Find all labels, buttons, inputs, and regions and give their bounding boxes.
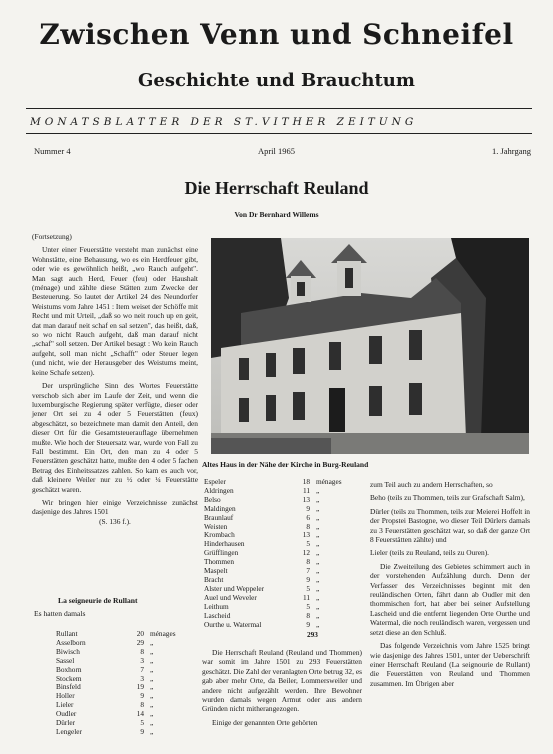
paragraph: Beho (teils zu Thommen, teils zur Grafschaft Salm), [370,493,525,503]
masthead-subtitle: Geschichte und Brauchtum [138,70,415,91]
household-count: 3 [140,655,144,665]
section-intro: Es hatten damals [34,609,86,618]
masthead-rule-bottom [26,133,532,134]
article-column-2 [202,648,362,731]
unit-label: „ [316,601,320,611]
place-name: Sassel [56,655,75,665]
paragraph: zum Teil auch zu andern Herrschaften, so [370,480,493,489]
unit-label: ménages [150,629,176,638]
paragraph: (Fortsetzung) [32,232,72,241]
list-row [204,487,356,496]
unit-label: „ [316,557,320,567]
paragraph: Unter einer Feuerstätte versteht man zunächst eine Wohnstätte, eine Behausung, wo es ein Herdfeuer gibt, oder wie es gewöhnlich heißt, „wo Rauch aufgeht". Man sagt auch Herd, Feuer (feu) oder Haushalt (ménage) und zählte diese Stätten zum Zwecke der Besteuerung. So lautet der Artikel 24 des Neundorfer Weistums vom Jahre 1451 : Item weiset der Schöffe mit Recht und mit Urteil, „daß so wo neit rouch up en geit, dat man darauf neit schaf en sal setzen", das heißt, daß, so wo nicht Rauch aufgeht, daß man darauf nicht „schaf" soll setzen. Der Artikel besagt : Wo kein Rauch aufgeht, soll man nicht „Schafft" oder Steuer legen (und nicht, wie der Herausgeber des Weistums meint, keine Schafe setzen). [32,245,198,377]
household-count: 8 [306,610,310,620]
unit-label: „ [150,718,154,728]
household-count: 8 [306,521,310,531]
unit-label: „ [316,583,320,593]
place-name: Lengeler [56,726,82,736]
unit-label: „ [150,646,154,656]
issue-number: Nummer 4 [34,146,71,156]
list-row [56,701,190,710]
household-count: 9 [306,503,310,513]
masthead-title: Zwischen Venn und Schneifel [39,18,514,51]
masthead-tagline: MONATSBLATTER DER ST.VITHER ZEITUNG [30,116,418,128]
household-count: 6 [306,512,310,522]
photo-caption: Altes Haus in der Nähe der Kirche in Burg-Reuland [202,460,369,469]
place-name: Espeler [204,477,226,486]
place-name: Maspelt [204,566,228,576]
place-name: Oudler [56,709,77,719]
household-count: 7 [306,566,310,576]
paragraph: Der ursprüngliche Sinn des Wortes Feuerstätte verschob sich aber im Laufe der Zeit, und wenn die luxemburgische Regierung später verfügte, dieser oder jener Ort sei zu 4 oder 5 Feuerstätten (feux) abgeschätzt, so bezeichnete man damit den Anteil, den dieser Ort für die Gesamtsteuerauflage übernehmen mußte. Wie hoch der Steuersatz war, wurde von Fall zu Fall bestimmt. Ein Ort, den man zu 4 oder 5 Feuerstätten geschätzt hatte, mußte den 4 oder 5 fachen Betrag des Einheitssatzes zahlen. So kam es auch vor, daß kleinere Weiler nur zu ½ oder ¼ Feuerstätte geschätzt waren. [32,381,198,494]
unit-label: „ [316,503,320,513]
household-count: 12 [302,548,310,558]
place-name: Belso [204,494,221,504]
place-name: Bracht [204,574,224,584]
unit-label: „ [150,700,154,710]
place-name: Weisten [204,521,228,531]
paragraph: Das folgende Verzeichnis vom Jahre 1525 bringt wie dasjenige des Jahres 1501, unter der Ueberschrift einer Herrschaft Reuland (La seignourie de Rullant) die Feuerstätten von Reuland und Thommen zusammen. Im Übrigen aber [370,641,530,688]
unit-label: „ [316,574,320,584]
household-count: 11 [302,485,310,495]
unit-label: „ [150,726,154,736]
unit-label: „ [316,494,320,504]
household-count: 13 [302,494,310,504]
household-total: 293 [307,630,318,639]
household-count: 8 [140,646,144,656]
place-name: Lieler [56,700,74,710]
article-byline: Von Dr Bernhard Willems [234,210,319,219]
unit-label: „ [150,682,154,692]
place-name: Asselborn [56,637,86,647]
paragraph: (S. 136 f.). [99,516,131,526]
list-row [204,621,356,630]
place-name: Auel und Weveler [204,592,257,602]
section-heading: La seigneurie de Rullant [58,596,138,605]
household-count: 5 [306,539,310,549]
unit-label: „ [316,592,320,602]
household-count: 5 [306,601,310,611]
household-count: 5 [140,718,144,728]
list-row [56,728,190,737]
unit-label: „ [316,512,320,522]
place-name: Rullant [56,629,78,638]
unit-label: „ [316,548,320,558]
paragraph: Lieler (teils zu Reuland, teils zu Ouren). [370,548,490,558]
place-name: Leithum [204,601,229,611]
article-title: Die Herrschaft Reuland [184,178,369,198]
article-column-3 [370,480,530,692]
household-count: 3 [140,673,144,683]
household-count: 14 [136,709,144,719]
issue-year: 1. Jahrgang [491,146,531,156]
household-count: 9 [140,726,144,736]
place-name: Dürler [56,718,76,728]
place-name: Krombach [204,530,235,540]
household-count: 11 [302,592,310,602]
paragraph: Einige der genannten Orte gehörten [212,717,318,727]
list-row [56,648,190,657]
place-name: Holler [56,691,75,701]
place-name: Maldingen [204,503,236,513]
issue-date: April 1965 [257,146,296,156]
place-name: Boxhorn [56,664,82,674]
household-count: 9 [140,691,144,701]
list-row [56,692,190,701]
place-name: Stockem [56,673,82,683]
paragraph: Die Zweiteilung des Gebietes schimmert auch in der vorstehenden Aufzählung durch. Denn der Verfasser des Verzeichnisses beginnt mit den reuländischen Orten, fährt dann ab Oudler mit den thommischen fort, hat aber bei seiner Aufstellung Lascheid und die entfernt liegenden Orte Ourthe und Watermal, die noch reuländisch waren, vergessen und setzt diese an den Schluß. [370,561,530,637]
unit-label: „ [150,673,154,683]
household-count: 20 [136,629,144,638]
unit-label: „ [316,485,320,495]
unit-label: „ [316,521,320,531]
household-count: 29 [136,637,144,647]
household-count: 19 [136,682,144,692]
unit-label: „ [150,709,154,719]
paragraph: Dürler (teils zu Thommen, teils zur Meierei Hoffelt in der Propstei Bastogne, wo dieser Teil Dürlers damals zu 3 Feuerstätten geschätzt war, so daß der ganze Ort 8 Feuerstätten zählte) und [370,506,530,545]
household-count: 9 [306,619,310,629]
article-column-1 [32,232,198,530]
place-name: Alster und Weppeler [204,583,265,593]
unit-label: „ [316,566,320,576]
unit-label: „ [316,619,320,629]
household-list-1501-part-2 [204,478,356,629]
unit-label: „ [316,530,320,540]
list-row [56,710,190,719]
unit-label: „ [150,637,154,647]
household-count: 18 [302,477,310,486]
place-name: Hinderhausen [204,539,245,549]
place-name: Grüfflingen [204,548,239,558]
masthead-rule-top [26,108,532,109]
place-name: Ourthe u. Watermal [204,619,262,629]
place-name: Lascheid [204,610,231,620]
household-count: 7 [140,664,144,674]
unit-label: „ [316,610,320,620]
unit-label: „ [150,655,154,665]
place-name: Binsfeld [56,682,81,692]
unit-label: „ [316,539,320,549]
list-row [56,683,190,692]
household-count: 9 [306,574,310,584]
household-count: 8 [306,557,310,567]
household-count: 5 [306,583,310,593]
household-count: 13 [302,530,310,540]
paragraph: Wir bringen hier einige Verzeichnisse zunächst dasjenige des Jahres 1501 [32,497,198,517]
unit-label: „ [150,691,154,701]
place-name: Thommen [204,557,234,567]
list-row [204,567,356,576]
paragraph: Die Herrschaft Reuland (Reuland und Thommen) war somit im Jahre 1501 zu 293 Feuerstätten geschätzt. Die Zahl der veranlagten Orte betrug 32, es gab aber mehr Orte, da Beiler, Lommersweiler und andere nicht aufgezählt werden. Ihre Bewohner wurden damals wegen Armut oder aus andern Gründen nicht mitherangezogen. [202,648,362,714]
unit-label: ménages [316,477,342,486]
household-list-1501-part-1 [56,630,190,737]
place-name: Braunlauf [204,512,234,522]
household-count: 8 [140,700,144,710]
unit-label: „ [150,664,154,674]
place-name: Aldringen [204,485,234,495]
house-photo [211,238,529,454]
place-name: Biwisch [56,646,80,656]
